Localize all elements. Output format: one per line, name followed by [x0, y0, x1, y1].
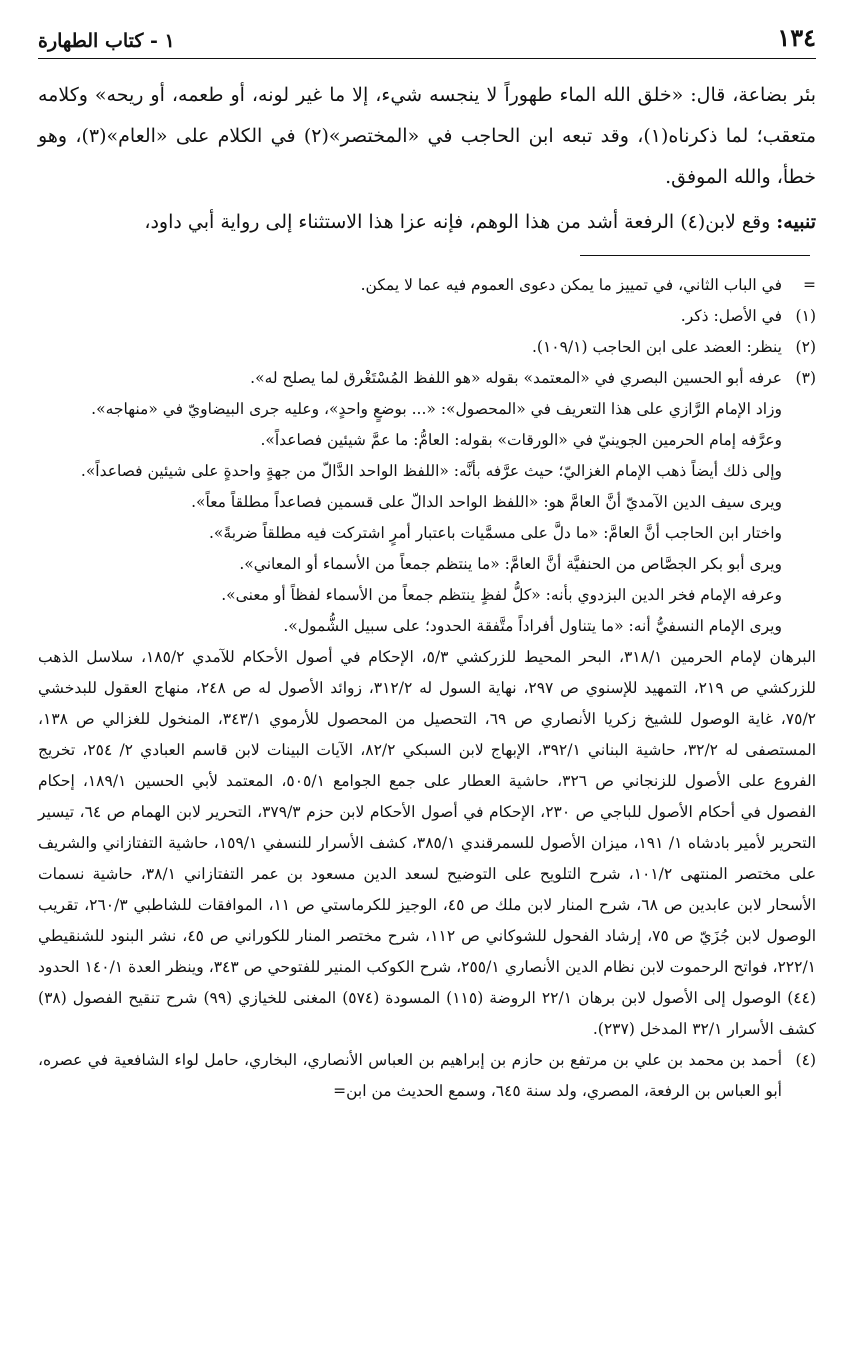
page-header: [38, 22, 816, 59]
footnote-4: [38, 1045, 816, 1107]
running-title: ١ - كتاب الطهارة: [38, 30, 175, 52]
footnote-3-line: ويرى الإمام النسفيُّ أنه: «ما يتناول أفراداً متَّفقة الحدود؛ على سبيل الشُّمول».: [283, 617, 782, 635]
notice-label: تنبيه:: [776, 211, 816, 233]
footnotes: [38, 270, 816, 1107]
continuation-text: في الباب الثاني، في تمييز ما يمكن دعوى العموم فيه عما لا يمكن.: [360, 276, 782, 294]
continuation-marker: =: [803, 276, 816, 294]
footnote-3-line: ويرى أبو بكر الجصَّاص من الحنفيَّة أنَّ العامَّ: «ما ينتظم جمعاً من الأسماء أو المعاني».: [239, 555, 782, 573]
main-text: [38, 75, 816, 243]
footnote-3-line: وزاد الإمام الرَّازي على هذا التعريف في «المحصول»: «... بوضعٍ واحدٍ»، وعليه جرى البيضاويّ في «منهاجه».: [91, 400, 782, 418]
footnote-marker: (٤): [795, 1051, 816, 1069]
footnote-3: [38, 363, 816, 394]
footnote-continuation: [38, 270, 816, 301]
footnote-3-line: وعرفه الإمام فخر الدين البزدوي بأنه: «كلُّ لفظٍ ينتظم جمعاً من الأسماء لفظاً أو معنى».: [221, 586, 782, 604]
footnote-marker: (١): [795, 307, 816, 325]
footnote-1: [38, 301, 816, 332]
footnote-3-line: وعرَّفه إمام الحرمين الجوينيّ في «الورقات» بقوله: العامُّ: ما عمَّ شيئين فصاعداً».: [260, 431, 782, 449]
footnote-3-references: البرهان لإمام الحرمين ٣١٨/١، البحر المحيط للزركشي ٥/٣، الإحكام في أصول الأحكام للآمدي ١٨٥/٢، سلاسل الذهب للزركشي ص ٢١٩، التمهيد للإسنوي ص ٢٩٧، نهاية السول له ٣١٢/٢، زوائد الأصول له ص ٢٤٨، منهاج العقول للبدخشي ٧٥/٢، غاية الوصول للشيخ زكريا الأنصاري ص ٦٩، التحصيل من المحصول للأرموي ٣٤٣/١، المنخول للغزالي ص ١٣٨، المستصفى له ٣٢/٢، حاشية البناني ٣٩٢/١، الإبهاج لابن السبكي ٨٢/٢، الآيات البينات لابن قاسم العبادي ٢/ ٢٥٤، تخريج الفروع على الأصول للزنجاني ص ٣٢٦، حاشية العطار على جمع الجوامع ٥٠٥/١، المعتمد لأبي الحسين ١٨٩/١، إحكام الفصول في أحكام الأصول للباجي ص ٢٣٠، الإحكام في أصول الأحكام لابن حزم ٣٧٩/٣، التحرير لابن الهمام ص ٦٤، تيسير التحرير لأمير بادشاه ١/ ١٩١، ميزان الأصول للسمرقندي ٣٨٥/١، كشف الأسرار للنسفي ١٥٩/١، حاشية التفتازاني والشريف على مختصر المنتهى ١٠١/٢، شرح التلويح على التوضيح لسعد الدين مسعود بن عمر التفتازاني ٣٨/١، حاشية نسمات الأسحار لابن عابدين ص ٦٨، شرح المنار لابن ملك ص ٤٥، الوجيز للكرماستي ص ١١، الموافقات للشاطبي ٢٦٠/٣، تقريب الوصول لابن جُزَيّ ص ٧٥، إرشاد الفحول للشوكاني ص ١١٢، شرح مختصر المنار للكوراني ص ٤٥، نشر البنود للشنقيطي ٢٢٢/١، فواتح الرحموت لابن نظام الدين الأنصاري ٢٥٥/١، شرح الكوكب المنير للفتوحي ص ٣٤٣، وينظر العدة ١٤٠/١ الحدود (٤٤) الوصول إلى الأصول لابن برهان ٢٢/١ الروضة (١١٥) المسودة (٥٧٤) المغنى للخيازي (٩٩) شرح تنقيح الفصول (٣٨) كشف الأسرار ٣٢/١ المدخل (٢٣٧).: [38, 648, 817, 1038]
footnote-3-line: وإلى ذلك أيضاً ذهب الإمام الغزاليّ؛ حيث عرَّفه بأنَّه: «اللفظ الواحد الدَّالّ من جهةٍ واحدةٍ على شيئين فصاعداً».: [80, 462, 782, 480]
footnote-text: عرفه أبو الحسين البصري في «المعتمد» بقوله «هو اللفظ المُسْتَغْرق لما يصلح له».: [250, 369, 782, 387]
footnote-text: في الأصل: ذكر.: [680, 307, 782, 325]
footnote-text: ينظر: العضد على ابن الحاجب (١٠٩/١).: [531, 338, 782, 356]
footnote-text: أحمد بن محمد بن علي بن مرتفع بن حازم بن إبراهيم بن العباس الأنصاري، البخاري، حامل لواء الشافعية في عصره، أبو العباس بن الرفعة، المصري، ولد سنة ٦٤٥، وسمع الحديث من ابن=: [38, 1051, 782, 1100]
footnote-3-line: واختار ابن الحاجب أنَّ العامَّ: «ما دلَّ على مسمَّيات باعتبار أمرٍ اشتركت فيه مطلقاً ضربةً».: [209, 524, 782, 542]
footnote-separator: [580, 255, 810, 256]
book-page: [38, 22, 816, 1107]
notice-paragraph: [38, 202, 816, 243]
page-number: ١٣٤: [777, 23, 816, 52]
footnote-marker: (٣): [795, 369, 816, 387]
main-paragraph: بئر بضاعة، قال: «خلق الله الماء طهوراً لا ينجسه شيء، إلا ما غير لونه، أو طعمه، أو ريحه» وكلامه متعقب؛ لما ذكرناه(١)، وقد تبعه ابن الحاجب في «المختصر»(٢) في الكلام على «العام»(٣)، وهو خطأ، والله الموفق.: [38, 84, 816, 188]
footnote-3-line: ويرى سيف الدين الآمديّ أنَّ العامَّ هو: «اللفظ الواحد الدالّ على قسمين فصاعداً مطلقاً معاً».: [191, 493, 782, 511]
notice-text: وقع لابن(٤) الرفعة أشد من هذا الوهم، فإنه عزا هذا الاستثناء إلى رواية أبي داود،: [144, 211, 771, 233]
footnote-2: [38, 332, 816, 363]
footnote-marker: (٢): [795, 338, 816, 356]
